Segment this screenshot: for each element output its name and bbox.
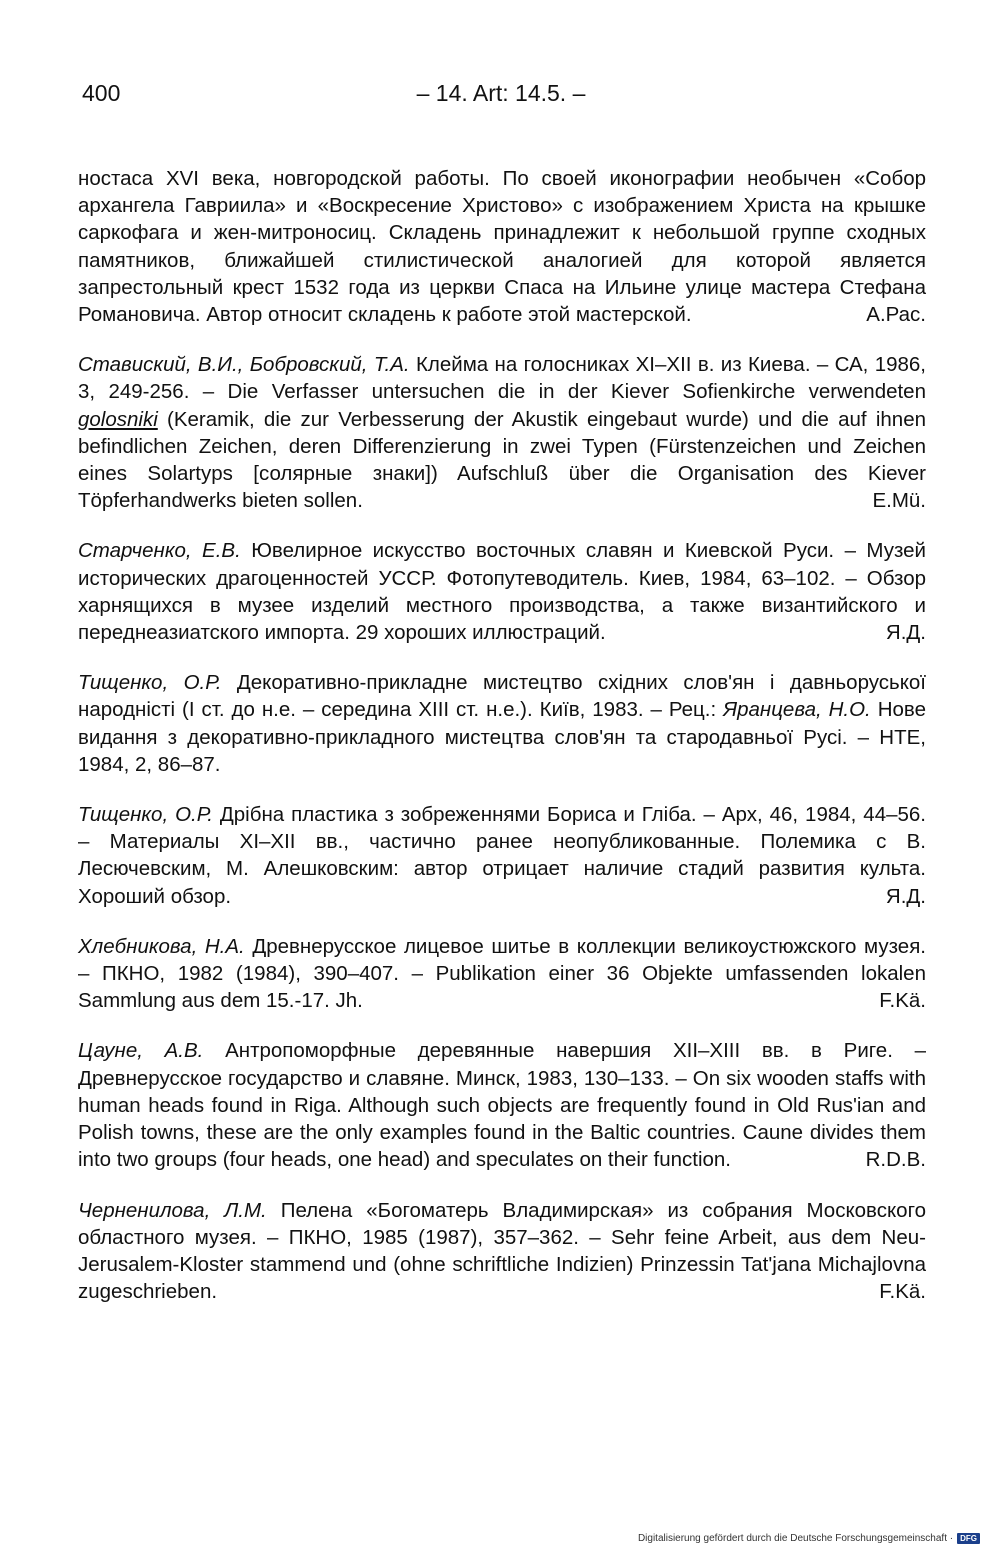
entry-author: Ставиский, В.И., Бобровский, Т.А. <box>78 353 410 377</box>
entry-text: Дрібна пластика з зобреженнями Бориса и Гліба. – Арх, 46, 1984, 44–56. – Материалы XI–XII вв., частично ранее неопубликованные. Полемика с В. Лесючевским, М. Алешковским: автор отрицает наличие стадий развития культа. Хороший обзор. <box>78 803 926 908</box>
bibliography-entry <box>78 801 926 910</box>
bibliography-entry <box>78 165 926 328</box>
entry-author: Старченко, Е.В. <box>78 539 241 563</box>
entry-author: Хлебникова, Н.А. <box>78 934 245 958</box>
bibliography-content <box>78 165 926 1305</box>
entry-author: Черненилова, Л.М. <box>78 1198 267 1222</box>
entry-text-continued: Нове видання з декоративно-прикладного мистецтва слов'ян та стародавньої Русі. – НТЕ, 1984, 2, 86–87. <box>78 698 926 776</box>
entry-emphasis: golosniki <box>78 407 158 431</box>
bibliography-entry <box>78 1037 926 1173</box>
reviewer-initials: R.D.B. <box>865 1148 926 1172</box>
entry-text: Клейма на голосниках XI–XII в. из Киева. – СА, 1986, 3, 249-256. – Die Verfasser untersuchen die in der Kiever Sofienkirche verwendeten <box>78 353 926 404</box>
bibliography-entry <box>78 1197 926 1306</box>
entry-text: Древнерусское лицевое шитье в коллекции великоустюжского музея. – ПКНО, 1982 (1984), 390–407. – Publikation einer 36 Objekte umfassenden lokalen Sammlung aus dem 15.-17. Jh. <box>78 934 926 1013</box>
bibliography-entry <box>78 933 926 1015</box>
bibliography-entry <box>78 669 926 778</box>
entry-author: Тищенко, О.Р. <box>78 671 222 695</box>
reviewer-initials: F.Kä. <box>879 989 926 1013</box>
digitization-footer <box>638 1533 980 1544</box>
dfg-logo-icon: DFG <box>957 1533 980 1544</box>
entry-text-continued: (Keramik, die zur Verbesserung der Akustik eingebaut wurde) und die auf ihnen befindlichen Zeichen, deren Differenzierung in zwei Typen (Fürstenzeichen und Zeichen eines Solartyps [солярные знаки]) Aufschluß über die Organisation des Kiever Töpferhandwerks bieten sollen. <box>78 407 926 513</box>
running-head: – 14. Art: 14.5. – <box>416 80 586 106</box>
entry-author: Цауне, А.В. <box>78 1039 204 1063</box>
entry-text: Ювелирное искусство восточных славян и Киевской Руси. – Музей исторических драгоценностей УССР. Фотопутеводитель. Киев, 1984, 63–102. – Обзор харнящихся в музее изделий местного производства, а также византийского и переднеазиатского импорта. 29 хороших иллюстраций. <box>78 539 926 645</box>
bibliography-entry <box>78 537 926 646</box>
reviewer-initials: E.Mü. <box>872 489 926 513</box>
entry-text: Пелена «Богоматерь Владимирская» из собрания Московского областного музея. – ПКНО, 1985 (1987), 357–362. – Sehr feine Arbeit, aus dem Neu-Jerusalem-Kloster stammend und (ohne schriftliche Indizien) Prinzessin Tat'jana Michajlovna zugeschrieben. <box>78 1198 927 1304</box>
footer-text: Digitalisierung gefördert durch die Deutsche Forschungsgemeinschaft · <box>637 1533 954 1544</box>
review-author: Яранцева, Н.О. <box>723 698 871 722</box>
entry-text: ностаса XVI века, новгородской работы. По своей иконографии необычен «Собор архангела Гавриила» и «Воскресение Христово» с изображением Христа на крышке саркофага и жен-митроносиц. Складень принадлежит к небольшой группе сходных памятников, ближайшей стилистической аналогией для которой является запрестольный крест 1532 года из церкви Спаса на Ильине улице мастера Стефана Романовича. Автор относит складень к работе этой мастерской. <box>78 167 926 327</box>
reviewer-initials: Я.Д. <box>885 621 926 645</box>
page-header <box>82 80 920 114</box>
reviewer-initials: А.Рас. <box>866 303 926 327</box>
entry-text: Антропоморфные деревянные навершия XII–XIII вв. в Риге. – Древнерусское государство и славяне. Минск, 1983, 130–133. – On six wooden staffs with human heads found in Riga. Although such objects are frequently found in Old Rus'ian and Polish towns, these are the only examples found in the Baltic countries. Caune divides them into two groups (four heads, one head) and speculates on their function. <box>78 1039 926 1172</box>
entry-author: Тищенко, О.Р. <box>78 803 213 827</box>
bibliography-entry <box>78 351 926 514</box>
reviewer-initials: Я.Д. <box>885 884 926 908</box>
reviewer-initials: F.Kä. <box>879 1280 926 1304</box>
entry-text: Декоративно-прикладне мистецтво східних слов'ян і давньоруської народністі (I ст. до н.е. – середина XIII ст. н.е.). Київ, 1983. – Рец.: <box>78 671 926 722</box>
page-number: 400 <box>82 80 121 106</box>
